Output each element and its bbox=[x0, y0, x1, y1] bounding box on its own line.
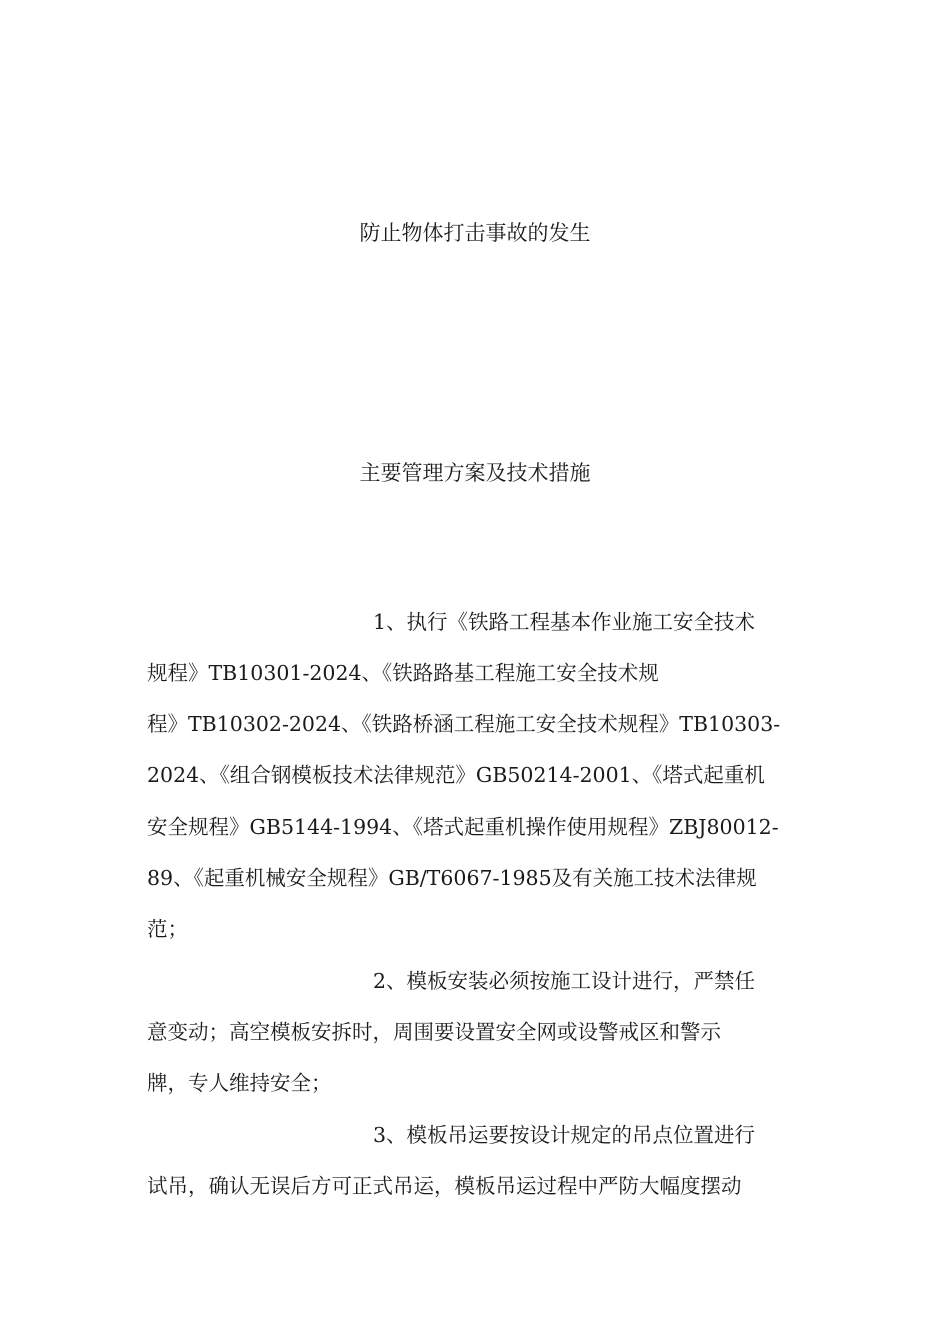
paragraph-3-line-2: 试吊，确认无误后方可正式吊运，模板吊运过程中严防大幅度摆动 bbox=[147, 1174, 742, 1198]
paragraph-1-line-1: 1、执行《铁路工程基本作业施工安全技术 bbox=[373, 610, 756, 634]
paragraph-1-line-3: 程》TB10302-2024、《铁路桥涵工程施工安全技术规程》TB10303- bbox=[147, 712, 781, 736]
section-heading: 主要管理方案及技术措施 bbox=[359, 461, 591, 485]
paragraph-3-line-1: 3、模板吊运要按设计规定的吊点位置进行 bbox=[373, 1123, 756, 1147]
document-title: 防止物体打击事故的发生 bbox=[359, 221, 591, 245]
paragraph-1-line-7: 范； bbox=[147, 917, 188, 941]
paragraph-2-line-3: 牌，专人维持安全； bbox=[147, 1071, 332, 1095]
paragraph-1-line-4: 2024、《组合钢模板技术法律规范》GB50214-2001、《塔式起重机 bbox=[147, 763, 765, 787]
paragraph-2-line-2: 意变动；高空模板安拆时，周围要设置安全网或设警戒区和警示 bbox=[147, 1020, 721, 1044]
paragraph-2-line-1: 2、模板安装必须按施工设计进行，严禁任 bbox=[373, 969, 756, 993]
paragraph-1-line-6: 89、《起重机械安全规程》GB/T6067-1985及有关施工技术法律规 bbox=[147, 866, 757, 890]
paragraph-1-line-2: 规程》TB10301-2024、《铁路路基工程施工安全技术规 bbox=[147, 661, 659, 685]
paragraph-1-line-5: 安全规程》GB5144-1994、《塔式起重机操作使用规程》ZBJ80012- bbox=[147, 815, 779, 839]
